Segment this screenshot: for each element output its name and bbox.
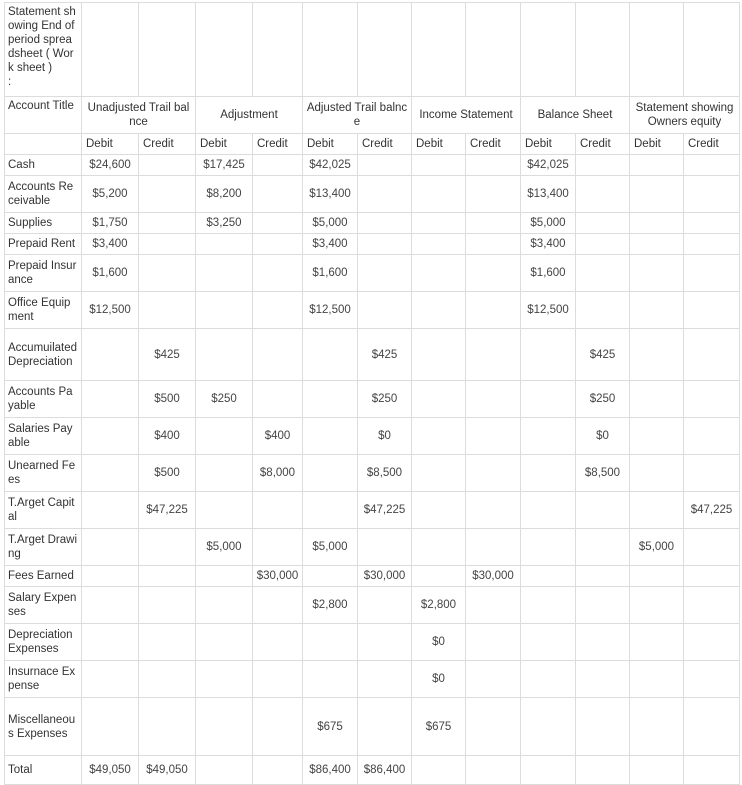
total-section	[5, 756, 740, 785]
cell-owners-credit	[684, 661, 740, 698]
cell-adjusted-credit	[358, 529, 412, 566]
cell-unadjusted-debit	[82, 329, 139, 381]
account-name: Accounts Receivable	[5, 176, 82, 213]
cell-adjusted-debit	[303, 418, 358, 455]
table-row	[5, 418, 740, 455]
cell-adjusted-debit	[303, 455, 358, 492]
table-row	[5, 492, 740, 529]
account-name: Salaries Payable	[5, 418, 82, 455]
cell-adjustment-debit	[196, 492, 253, 529]
cell-owners-debit	[630, 492, 684, 529]
cell-owners-debit	[630, 587, 684, 624]
header-balance-sheet: Balance Sheet	[521, 97, 630, 134]
cell-adjustment-credit: $30,000	[253, 566, 303, 587]
subheader-credit: Credit	[576, 134, 630, 155]
cell-balance-credit	[576, 155, 630, 176]
cell-unadjusted-credit	[139, 587, 196, 624]
cell-adjustment-debit: $250	[196, 381, 253, 418]
debit-credit-row	[5, 134, 740, 155]
cell-income-credit: $30,000	[466, 566, 521, 587]
header-owners-equity: Statement showing Owners equity	[630, 97, 740, 134]
cell-adjusted-debit: $5,000	[303, 213, 358, 234]
cell-adjusted-debit: $1,600	[303, 255, 358, 292]
cell-adjusted-credit	[358, 234, 412, 255]
cell-income-credit	[466, 698, 521, 756]
cell-owners-debit	[630, 213, 684, 234]
cell-unadjusted-debit	[82, 492, 139, 529]
cell-owners-credit	[684, 529, 740, 566]
cell-adjusted-credit: $8,500	[358, 455, 412, 492]
cell-balance-debit	[521, 624, 576, 661]
cell-adjustment-debit: $5,000	[196, 529, 253, 566]
cell-balance-debit: $12,500	[521, 292, 576, 329]
cell-income-debit	[412, 234, 466, 255]
cell-unadjusted-debit: $49,050	[82, 756, 139, 785]
cell-owners-debit	[630, 566, 684, 587]
cell-unadjusted-credit: $500	[139, 455, 196, 492]
header-unadjusted-trial-balance: Unadjusted Trail balnce	[82, 97, 196, 134]
cell-income-credit	[466, 176, 521, 213]
account-name: Cash	[5, 155, 82, 176]
cell-balance-debit	[521, 661, 576, 698]
cell-balance-debit: $42,025	[521, 155, 576, 176]
cell-adjusted-debit	[303, 624, 358, 661]
subheader-credit: Credit	[684, 134, 740, 155]
account-name: Unearned Fees	[5, 455, 82, 492]
cell-owners-credit	[684, 587, 740, 624]
account-name: Total	[5, 756, 82, 785]
cell-owners-credit	[684, 624, 740, 661]
cell-adjusted-debit: $2,800	[303, 587, 358, 624]
cell-income-debit	[412, 381, 466, 418]
cell-adjustment-debit	[196, 329, 253, 381]
cell-adjusted-debit	[303, 492, 358, 529]
cell-unadjusted-credit	[139, 624, 196, 661]
cell-owners-debit	[630, 455, 684, 492]
cell-income-debit: $2,800	[412, 587, 466, 624]
cell-owners-debit	[630, 756, 684, 785]
cell-unadjusted-debit: $1,600	[82, 255, 139, 292]
cell-adjustment-debit: $3,250	[196, 213, 253, 234]
header-adjusted-trial-balance: Adjusted Trail balnce	[303, 97, 412, 134]
cell-adjustment-credit	[253, 624, 303, 661]
cell-adjusted-credit: $86,400	[358, 756, 412, 785]
cell-adjustment-debit	[196, 566, 253, 587]
cell-unadjusted-debit	[82, 529, 139, 566]
cell-unadjusted-credit	[139, 176, 196, 213]
cell-adjustment-credit	[253, 492, 303, 529]
cell-income-debit	[412, 255, 466, 292]
cell-balance-credit	[576, 756, 630, 785]
cell-balance-debit	[521, 418, 576, 455]
cell-owners-credit	[684, 176, 740, 213]
table-row	[5, 566, 740, 587]
table-row	[5, 176, 740, 213]
cell-balance-credit	[576, 255, 630, 292]
cell-adjusted-credit: $250	[358, 381, 412, 418]
cell-adjusted-debit	[303, 329, 358, 381]
subheader-credit: Credit	[466, 134, 521, 155]
subheader-debit: Debit	[196, 134, 253, 155]
cell-owners-credit	[684, 381, 740, 418]
cell-owners-debit: $5,000	[630, 529, 684, 566]
cell-adjusted-debit: $12,500	[303, 292, 358, 329]
subheader-debit: Debit	[630, 134, 684, 155]
cell-unadjusted-debit: $5,200	[82, 176, 139, 213]
cell-adjustment-credit	[253, 213, 303, 234]
cell-income-credit	[466, 381, 521, 418]
cell-adjustment-credit	[253, 587, 303, 624]
cell-owners-credit	[684, 698, 740, 756]
cell-balance-credit	[576, 698, 630, 756]
cell-income-debit: $0	[412, 661, 466, 698]
cell-balance-debit: $3,400	[521, 234, 576, 255]
cell-adjusted-credit	[358, 155, 412, 176]
cell-owners-debit	[630, 176, 684, 213]
cell-unadjusted-debit	[82, 566, 139, 587]
subheader-credit: Credit	[358, 134, 412, 155]
cell-balance-credit	[576, 492, 630, 529]
cell-income-debit	[412, 418, 466, 455]
cell-adjustment-credit: $8,000	[253, 455, 303, 492]
cell-adjustment-debit	[196, 587, 253, 624]
cell-unadjusted-debit	[82, 698, 139, 756]
table-row	[5, 624, 740, 661]
cell-unadjusted-debit: $12,500	[82, 292, 139, 329]
worksheet-table	[4, 2, 740, 785]
table-row	[5, 213, 740, 234]
cell-income-debit	[412, 756, 466, 785]
cell-adjusted-debit: $5,000	[303, 529, 358, 566]
table-row	[5, 381, 740, 418]
cell-adjustment-credit	[253, 381, 303, 418]
cell-balance-credit	[576, 529, 630, 566]
table-row	[5, 329, 740, 381]
cell-adjusted-debit: $42,025	[303, 155, 358, 176]
cell-income-debit	[412, 292, 466, 329]
cell-owners-credit	[684, 418, 740, 455]
cell-adjustment-credit	[253, 698, 303, 756]
cell-income-credit	[466, 587, 521, 624]
cell-balance-credit: $425	[576, 329, 630, 381]
account-name: T.Arget Drawing	[5, 529, 82, 566]
cell-owners-credit	[684, 292, 740, 329]
account-name: Insurnace Expense	[5, 661, 82, 698]
cell-owners-debit	[630, 255, 684, 292]
cell-unadjusted-debit	[82, 624, 139, 661]
cell-balance-debit	[521, 698, 576, 756]
cell-unadjusted-credit	[139, 292, 196, 329]
cell-adjusted-credit	[358, 255, 412, 292]
header-account-title: Account Title	[5, 97, 82, 134]
table-row	[5, 587, 740, 624]
cell-adjusted-credit	[358, 176, 412, 213]
account-name: Accounts Payable	[5, 381, 82, 418]
cell-balance-debit	[521, 329, 576, 381]
cell-adjustment-debit: $17,425	[196, 155, 253, 176]
cell-adjustment-credit	[253, 756, 303, 785]
cell-adjusted-credit: $30,000	[358, 566, 412, 587]
cell-owners-debit	[630, 292, 684, 329]
cell-owners-debit	[630, 698, 684, 756]
cell-adjustment-debit	[196, 418, 253, 455]
cell-adjustment-credit	[253, 529, 303, 566]
cell-unadjusted-credit	[139, 529, 196, 566]
cell-unadjusted-debit	[82, 455, 139, 492]
cell-adjusted-credit: $425	[358, 329, 412, 381]
cell-owners-debit	[630, 381, 684, 418]
account-name: T.Arget Capital	[5, 492, 82, 529]
account-name: Supplies	[5, 213, 82, 234]
cell-balance-debit	[521, 492, 576, 529]
cell-adjusted-debit	[303, 661, 358, 698]
table-row	[5, 455, 740, 492]
cell-unadjusted-debit	[82, 381, 139, 418]
cell-income-credit	[466, 213, 521, 234]
cell-balance-debit	[521, 587, 576, 624]
title-row	[5, 3, 740, 97]
cell-unadjusted-debit: $24,600	[82, 155, 139, 176]
cell-adjusted-credit	[358, 661, 412, 698]
table-row	[5, 292, 740, 329]
table-row	[5, 155, 740, 176]
cell-owners-debit	[630, 624, 684, 661]
account-name: Salary Expenses	[5, 587, 82, 624]
cell-balance-credit	[576, 624, 630, 661]
cell-unadjusted-credit	[139, 213, 196, 234]
cell-adjustment-debit	[196, 661, 253, 698]
cell-owners-credit	[684, 213, 740, 234]
cell-income-credit	[466, 529, 521, 566]
cell-unadjusted-credit: $47,225	[139, 492, 196, 529]
cell-income-credit	[466, 234, 521, 255]
header-income-statement: Income Statement	[412, 97, 521, 134]
cell-unadjusted-credit: $425	[139, 329, 196, 381]
account-name: Depreciation Expenses	[5, 624, 82, 661]
account-name: Miscellaneous Expenses	[5, 698, 82, 756]
table-row	[5, 661, 740, 698]
header-adjustment: Adjustment	[196, 97, 303, 134]
account-name: Office Equipment	[5, 292, 82, 329]
account-name: Accumuilated Depreciation	[5, 329, 82, 381]
cell-balance-debit: $5,000	[521, 213, 576, 234]
cell-balance-debit: $1,600	[521, 255, 576, 292]
cell-unadjusted-debit: $1,750	[82, 213, 139, 234]
cell-adjusted-debit: $3,400	[303, 234, 358, 255]
cell-income-debit: $675	[412, 698, 466, 756]
cell-balance-credit	[576, 566, 630, 587]
cell-income-credit	[466, 329, 521, 381]
cell-owners-debit	[630, 234, 684, 255]
cell-balance-credit	[576, 213, 630, 234]
subheader-debit: Debit	[82, 134, 139, 155]
cell-balance-debit: $13,400	[521, 176, 576, 213]
cell-adjustment-debit	[196, 455, 253, 492]
cell-unadjusted-credit	[139, 566, 196, 587]
cell-adjusted-debit: $675	[303, 698, 358, 756]
cell-balance-credit	[576, 661, 630, 698]
cell-income-debit	[412, 455, 466, 492]
cell-adjustment-credit	[253, 661, 303, 698]
cell-adjustment-credit	[253, 329, 303, 381]
cell-income-credit	[466, 492, 521, 529]
cell-income-debit	[412, 176, 466, 213]
cell-income-credit	[466, 418, 521, 455]
cell-owners-credit: $47,225	[684, 492, 740, 529]
cell-adjustment-credit	[253, 255, 303, 292]
cell-owners-debit	[630, 155, 684, 176]
cell-unadjusted-debit	[82, 587, 139, 624]
cell-unadjusted-credit: $49,050	[139, 756, 196, 785]
cell-income-debit	[412, 155, 466, 176]
cell-unadjusted-credit	[139, 255, 196, 292]
cell-adjustment-debit	[196, 292, 253, 329]
cell-balance-credit: $250	[576, 381, 630, 418]
cell-owners-debit	[630, 329, 684, 381]
table-row	[5, 698, 740, 756]
cell-income-credit	[466, 455, 521, 492]
cell-adjustment-credit: $400	[253, 418, 303, 455]
table-row	[5, 234, 740, 255]
cell-owners-credit	[684, 329, 740, 381]
cell-unadjusted-credit	[139, 234, 196, 255]
cell-income-debit: $0	[412, 624, 466, 661]
cell-adjustment-debit	[196, 756, 253, 785]
cell-balance-credit	[576, 587, 630, 624]
cell-balance-credit: $0	[576, 418, 630, 455]
cell-balance-debit	[521, 455, 576, 492]
cell-income-credit	[466, 255, 521, 292]
total-row	[5, 756, 740, 785]
cell-owners-debit	[630, 661, 684, 698]
subheader-debit: Debit	[303, 134, 358, 155]
cell-adjustment-credit	[253, 292, 303, 329]
cell-balance-credit	[576, 176, 630, 213]
account-name: Prepaid Insurance	[5, 255, 82, 292]
cell-adjustment-credit	[253, 155, 303, 176]
account-name: Prepaid Rent	[5, 234, 82, 255]
cell-unadjusted-credit: $500	[139, 381, 196, 418]
cell-balance-debit	[521, 381, 576, 418]
cell-balance-debit	[521, 756, 576, 785]
cell-adjustment-debit	[196, 698, 253, 756]
cell-balance-debit	[521, 566, 576, 587]
subheader-debit: Debit	[412, 134, 466, 155]
cell-adjusted-credit: $0	[358, 418, 412, 455]
account-rows	[5, 155, 740, 756]
cell-adjusted-credit: $47,225	[358, 492, 412, 529]
cell-balance-credit	[576, 234, 630, 255]
cell-adjustment-debit: $8,200	[196, 176, 253, 213]
cell-owners-credit	[684, 155, 740, 176]
cell-owners-debit	[630, 418, 684, 455]
cell-balance-credit	[576, 292, 630, 329]
cell-adjusted-credit	[358, 292, 412, 329]
account-name: Fees Earned	[5, 566, 82, 587]
cell-adjusted-debit: $13,400	[303, 176, 358, 213]
table-row	[5, 255, 740, 292]
cell-income-credit	[466, 756, 521, 785]
cell-unadjusted-credit	[139, 698, 196, 756]
cell-adjustment-debit	[196, 234, 253, 255]
cell-income-debit	[412, 492, 466, 529]
header-row	[5, 97, 740, 134]
cell-owners-credit	[684, 756, 740, 785]
cell-unadjusted-debit	[82, 418, 139, 455]
cell-income-credit	[466, 292, 521, 329]
cell-income-debit	[412, 213, 466, 234]
table-row	[5, 529, 740, 566]
cell-balance-credit: $8,500	[576, 455, 630, 492]
cell-owners-credit	[684, 234, 740, 255]
cell-adjustment-credit	[253, 176, 303, 213]
subheader-credit: Credit	[253, 134, 303, 155]
cell-unadjusted-credit	[139, 155, 196, 176]
cell-income-credit	[466, 155, 521, 176]
cell-adjusted-debit	[303, 566, 358, 587]
cell-adjustment-debit	[196, 624, 253, 661]
cell-income-credit	[466, 624, 521, 661]
cell-owners-credit	[684, 455, 740, 492]
subheader-credit: Credit	[139, 134, 196, 155]
cell-income-debit	[412, 566, 466, 587]
cell-adjusted-credit	[358, 698, 412, 756]
cell-adjusted-credit	[358, 587, 412, 624]
cell-adjusted-credit	[358, 213, 412, 234]
sheet-title: Statement showing End of period spreadsheet ( Work sheet ) :	[5, 3, 82, 97]
cell-unadjusted-debit	[82, 661, 139, 698]
cell-unadjusted-debit: $3,400	[82, 234, 139, 255]
cell-adjusted-credit	[358, 624, 412, 661]
cell-income-debit	[412, 329, 466, 381]
cell-adjustment-credit	[253, 234, 303, 255]
cell-adjusted-debit: $86,400	[303, 756, 358, 785]
cell-balance-debit	[521, 529, 576, 566]
cell-adjustment-debit	[196, 255, 253, 292]
cell-owners-credit	[684, 566, 740, 587]
cell-unadjusted-credit	[139, 661, 196, 698]
cell-income-credit	[466, 661, 521, 698]
cell-unadjusted-credit: $400	[139, 418, 196, 455]
subheader-debit: Debit	[521, 134, 576, 155]
cell-adjusted-debit	[303, 381, 358, 418]
cell-income-debit	[412, 529, 466, 566]
cell-owners-credit	[684, 255, 740, 292]
